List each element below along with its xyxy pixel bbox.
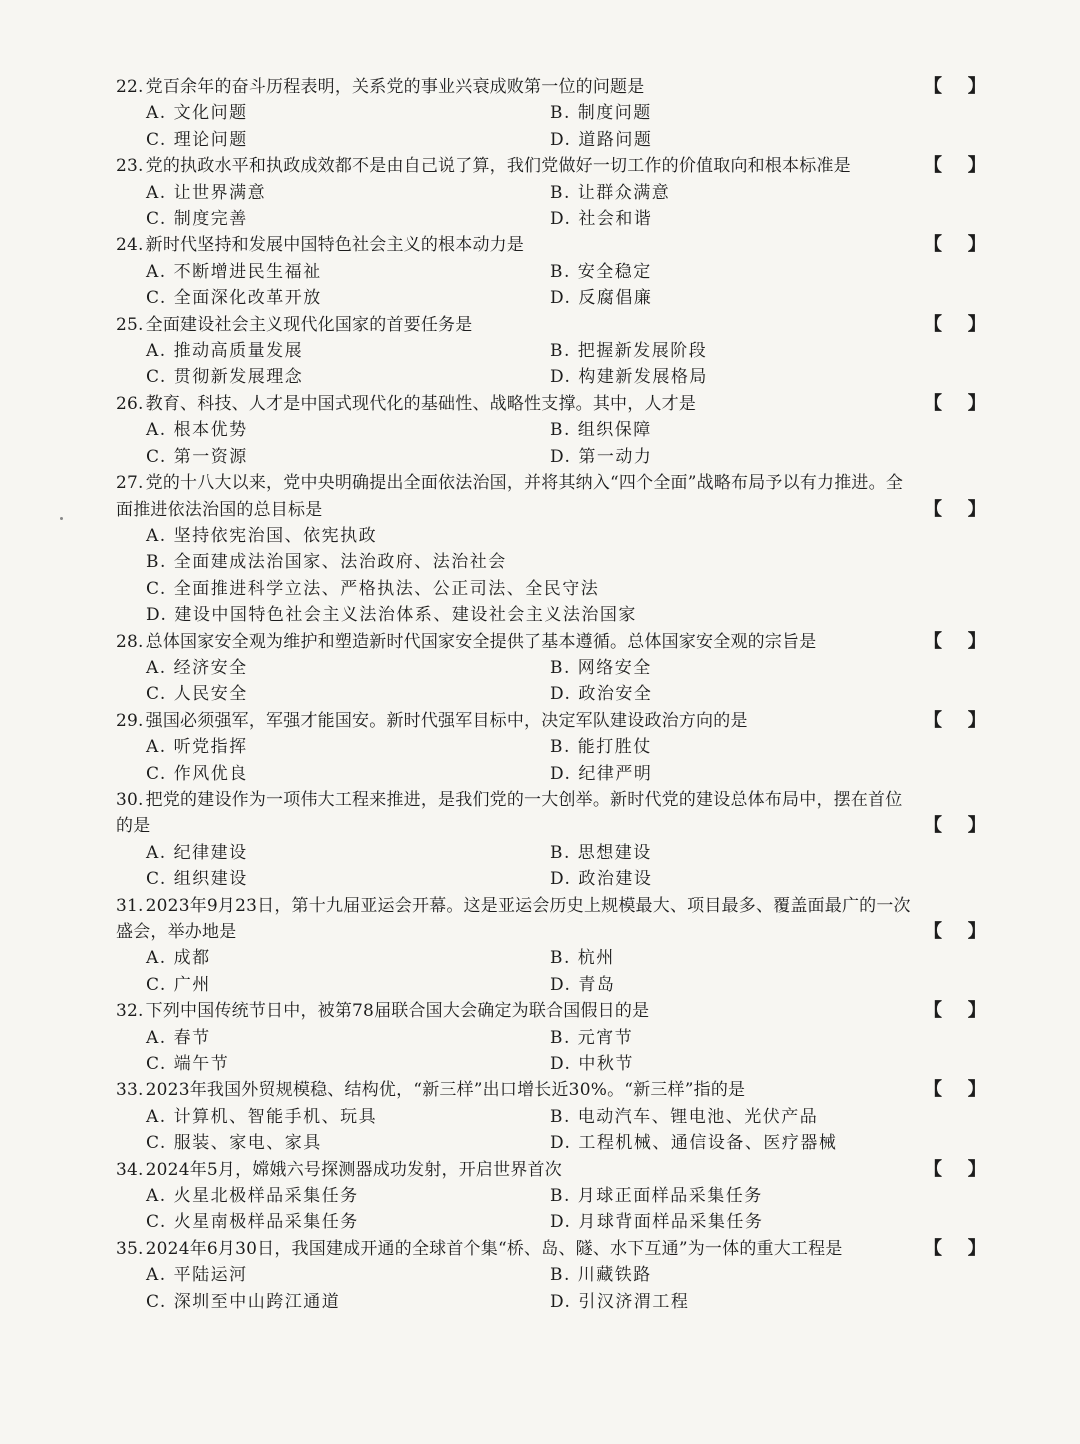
question-text: 强国必须强军，军强才能国安。新时代强军目标中，决定军队建设政治方向的是 (145, 710, 748, 731)
question-number: 35. (116, 1238, 144, 1259)
option-b: B. 制度问题 (550, 103, 652, 124)
question-number: 31. (116, 895, 144, 916)
bracket-open: 【 (924, 1158, 943, 1180)
option-a: A. 成都 (146, 948, 211, 969)
question-text: 全面建设社会主义现代化国家的首要任务是 (145, 314, 473, 335)
bracket-close: 】 (967, 392, 986, 414)
option-list (146, 417, 992, 470)
question-stem (116, 232, 992, 258)
question-text: 2023年我国外贸规模稳、结构优，“新三样”出口增长近30%。“新三样”指的是 (145, 1080, 746, 1101)
option-c: C. 作风优良 (146, 763, 248, 784)
question-stem (116, 787, 992, 840)
option-d: D. 道路问题 (550, 129, 653, 150)
option-b: B. 把握新发展阶段 (550, 341, 708, 362)
option-c: C. 服装、家电、家具 (146, 1133, 322, 1154)
option-list (146, 523, 992, 629)
option-d: D. 月球背面样品采集任务 (550, 1212, 764, 1233)
option-d: D. 引汉济渭工程 (550, 1291, 690, 1312)
question-34 (116, 1157, 992, 1236)
answer-bracket[interactable] (924, 708, 986, 734)
option-c: C. 制度完善 (146, 209, 248, 230)
option-a: A. 计算机、智能手机、玩具 (146, 1106, 378, 1127)
answer-bracket[interactable] (924, 1157, 986, 1183)
question-text: 教育、科技、人才是中国式现代化的基础性、战略性支撑。其中，人才是 (145, 393, 697, 414)
option-c: C. 端午节 (146, 1054, 230, 1075)
option-list (146, 180, 992, 233)
option-b: B. 网络安全 (550, 657, 652, 678)
option-list (146, 734, 992, 787)
option-a: A. 春节 (146, 1027, 211, 1048)
option-a: A. 经济安全 (146, 657, 248, 678)
question-number: 24. (116, 235, 144, 256)
answer-bracket[interactable] (924, 497, 986, 523)
bracket-close: 】 (967, 921, 986, 942)
bracket-close: 】 (967, 815, 986, 837)
option-a: A. 根本优势 (146, 420, 248, 441)
question-stem (116, 1236, 992, 1262)
option-b: B. 全面建成法治国家、法治政府、法治社会 (146, 552, 507, 573)
option-c: C. 深圳至中山跨江通道 (146, 1291, 341, 1312)
option-d: D. 工程机械、通信设备、医疗器械 (550, 1133, 838, 1154)
option-a: A. 让世界满意 (146, 182, 267, 203)
question-number: 27. (116, 473, 144, 494)
option-list (146, 655, 992, 708)
bracket-close: 】 (967, 155, 986, 177)
option-list (146, 1183, 992, 1236)
bracket-close: 】 (967, 709, 986, 731)
option-b: B. 川藏铁路 (550, 1265, 652, 1286)
option-a: A. 火星北极样品采集任务 (146, 1186, 359, 1207)
question-28 (116, 629, 992, 708)
question-text: 2024年6月30日，我国建成开通的全球首个集“桥、岛、隧、水下互通”为一体的重大工程是 (145, 1238, 843, 1259)
option-b: B. 安全稳定 (550, 261, 652, 282)
question-26 (116, 391, 992, 470)
answer-bracket[interactable] (924, 391, 986, 417)
question-stem (116, 629, 992, 655)
option-d: D. 纪律严明 (550, 763, 653, 784)
question-24 (116, 232, 992, 311)
question-text: 2024年5月，嫦娥六号探测器成功发射，开启世界首次 (145, 1159, 562, 1180)
bracket-open: 【 (924, 709, 943, 731)
question-text: 把党的建设作为一项伟大工程来推进，是我们党的一大创举。新时代党的建设总体布局中，摆在首位的是 (116, 789, 903, 837)
question-text: 党的十八大以来，党中央明确提出全面依法治国，并将其纳入“四个全面”战略布局予以有力推进。全面推进依法治国的总目标是 (116, 473, 904, 520)
question-text: 新时代坚持和发展中国特色社会主义的根本动力是 (145, 235, 525, 256)
option-a: A. 坚持依宪治国、依宪执政 (146, 525, 378, 546)
question-stem (116, 153, 992, 179)
option-d: D. 中秋节 (550, 1054, 634, 1075)
answer-bracket[interactable] (924, 74, 986, 100)
question-23 (116, 153, 992, 232)
question-32 (116, 998, 992, 1077)
option-list (146, 1025, 992, 1078)
answer-bracket[interactable] (924, 629, 986, 655)
answer-bracket[interactable] (924, 919, 986, 945)
question-22 (116, 74, 992, 153)
option-list (146, 1262, 992, 1315)
answer-bracket[interactable] (924, 232, 986, 258)
question-list (116, 74, 992, 1315)
option-b: B. 组织保障 (550, 420, 652, 441)
option-b: B. 能打胜仗 (550, 737, 652, 758)
bracket-open: 【 (924, 815, 943, 837)
option-a: A. 平陆运河 (146, 1265, 248, 1286)
question-stem (116, 998, 992, 1024)
answer-bracket[interactable] (924, 813, 986, 839)
question-number: 23. (116, 156, 144, 177)
option-b: B. 思想建设 (550, 842, 652, 863)
bracket-close: 】 (967, 498, 986, 520)
question-number: 28. (116, 631, 144, 652)
option-c: C. 人民安全 (146, 684, 248, 705)
bracket-open: 【 (924, 392, 943, 414)
answer-bracket[interactable] (924, 1236, 986, 1262)
option-d: D. 第一动力 (550, 446, 653, 467)
bracket-open: 【 (924, 76, 943, 97)
question-text: 党百余年的奋斗历程表明，关系党的事业兴衰成败第一位的问题是 (145, 77, 645, 97)
option-a: A. 推动高质量发展 (146, 341, 304, 362)
bracket-open: 【 (924, 1079, 943, 1101)
question-30 (116, 787, 992, 893)
bracket-close: 】 (967, 76, 986, 97)
option-list (146, 259, 992, 312)
question-text: 2023年9月23日，第十九届亚运会开幕。这是亚运会历史上规模最大、项目最多、覆盖面最广的一次盛会，举办地是 (116, 895, 911, 942)
option-b: B. 月球正面样品采集任务 (550, 1186, 763, 1207)
question-stem (116, 1077, 992, 1103)
option-a: A. 文化问题 (146, 103, 248, 124)
question-25 (116, 312, 992, 391)
option-a: A. 不断增进民生福祉 (146, 261, 322, 282)
question-stem (116, 312, 992, 338)
bracket-close: 】 (967, 313, 986, 335)
option-b: B. 让群众满意 (550, 182, 671, 203)
bracket-open: 【 (924, 921, 943, 942)
option-c: C. 广州 (146, 974, 211, 995)
answer-bracket[interactable] (924, 153, 986, 179)
answer-bracket[interactable] (924, 998, 986, 1024)
option-d: D. 构建新发展格局 (550, 367, 708, 388)
option-c: C. 组织建设 (146, 869, 248, 890)
option-list (146, 100, 992, 153)
bracket-open: 【 (924, 234, 943, 256)
question-text: 总体国家安全观为维护和塑造新时代国家安全提供了基本遵循。总体国家安全观的宗旨是 (145, 631, 817, 652)
option-d: D. 青岛 (550, 974, 616, 995)
bracket-open: 【 (924, 155, 943, 177)
option-a: A. 纪律建设 (146, 842, 248, 863)
question-number: 32. (116, 1001, 144, 1022)
option-b: B. 元宵节 (550, 1027, 634, 1048)
bracket-close: 】 (967, 234, 986, 256)
question-text: 下列中国传统节日中，被第78届联合国大会确定为联合国假日的是 (145, 1001, 650, 1022)
option-c: C. 理论问题 (146, 129, 248, 150)
answer-bracket[interactable] (924, 312, 986, 338)
bracket-open: 【 (924, 630, 943, 652)
question-35 (116, 1236, 992, 1315)
option-list (146, 338, 992, 391)
bracket-open: 【 (924, 1237, 943, 1259)
question-stem (116, 391, 992, 417)
scan-speck (60, 517, 63, 520)
option-d: D. 社会和谐 (550, 209, 653, 230)
bracket-close: 】 (967, 1079, 986, 1101)
option-c: C. 全面深化改革开放 (146, 288, 322, 309)
option-b: B. 电动汽车、锂电池、光伏产品 (550, 1106, 819, 1127)
question-number: 33. (116, 1080, 144, 1101)
bracket-close: 】 (967, 1158, 986, 1180)
question-27 (116, 470, 992, 628)
option-c: C. 贯彻新发展理念 (146, 367, 304, 388)
question-text: 党的执政水平和执政成效都不是由自己说了算，我们党做好一切工作的价值取向和根本标准是 (145, 156, 851, 177)
question-number: 29. (116, 710, 144, 731)
question-stem (116, 893, 992, 946)
question-29 (116, 708, 992, 787)
bracket-open: 【 (924, 498, 943, 520)
option-b: B. 杭州 (550, 948, 615, 969)
option-d: D. 反腐倡廉 (550, 288, 653, 309)
answer-bracket[interactable] (924, 1077, 986, 1103)
question-number: 22. (116, 77, 144, 97)
option-d: D. 政治安全 (550, 684, 653, 705)
bracket-close: 】 (967, 1237, 986, 1259)
question-33 (116, 1077, 992, 1156)
option-list (146, 840, 992, 893)
question-stem (116, 1157, 992, 1183)
option-d: D. 建设中国特色社会主义法治体系、建设社会主义法治国家 (146, 605, 637, 626)
option-list (146, 1104, 992, 1157)
option-c: C. 全面推进科学立法、严格执法、公正司法、全民守法 (146, 578, 600, 599)
option-d: D. 政治建设 (550, 869, 653, 890)
question-number: 34. (116, 1159, 144, 1180)
bracket-open: 【 (924, 313, 943, 335)
bracket-open: 【 (924, 1000, 943, 1022)
question-31 (116, 893, 992, 999)
option-c: C. 火星南极样品采集任务 (146, 1212, 359, 1233)
question-stem (116, 470, 992, 523)
question-number: 26. (116, 393, 144, 414)
option-a: A. 听党指挥 (146, 737, 248, 758)
option-list (146, 945, 992, 998)
bracket-close: 】 (967, 630, 986, 652)
question-stem (116, 708, 992, 734)
question-stem (116, 74, 992, 100)
bracket-close: 】 (967, 1000, 986, 1022)
question-number: 30. (116, 789, 144, 810)
option-c: C. 第一资源 (146, 446, 248, 467)
question-number: 25. (116, 314, 144, 335)
